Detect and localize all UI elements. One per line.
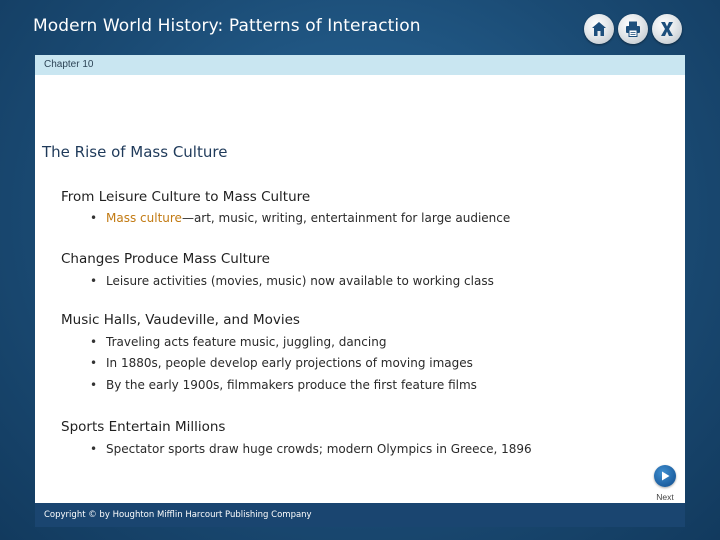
next-control [650,465,680,502]
bullet-item [90,356,473,370]
section-heading: Music Halls, Vaudeville, and Movies [61,312,300,328]
chapter-label: Chapter 10 [44,59,94,70]
close-button[interactable] [652,14,682,44]
next-button[interactable] [654,465,676,487]
slide-content [35,75,685,503]
next-label: Next [656,492,674,502]
bullet-item [90,335,386,349]
bullet-text: Traveling acts feature music, juggling, dancing [106,335,387,349]
bullet-item [90,442,532,456]
print-button[interactable] [618,14,648,44]
footer-bar [35,503,685,527]
bullet-text: In 1880s, people develop early projections of moving images [106,356,473,370]
toolbar [584,14,682,44]
close-icon [658,20,676,38]
key-term: Mass culture [106,211,182,225]
section-heading: Sports Entertain Millions [61,419,226,435]
bullet-icon: • [90,335,98,349]
section-heading: From Leisure Culture to Mass Culture [61,189,311,205]
bullet-icon: • [90,442,98,456]
bullet-icon: • [90,378,98,392]
home-button[interactable] [584,14,614,44]
bullet-text: —art, music, writing, entertainment for large audience [181,211,511,225]
bullet-item [90,211,510,225]
bullet-text: By the early 1900s, filmmakers produce the first feature films [106,378,477,392]
bullet-text: Leisure activities (movies, music) now available to working class [106,274,494,288]
bullet-item [90,274,494,288]
play-arrow-icon [659,470,671,482]
print-icon [624,20,642,38]
bullet-text: Spectator sports draw huge crowds; modern Olympics in Greece, 1896 [106,442,532,456]
bullet-icon: • [90,356,98,370]
section-heading: Changes Produce Mass Culture [61,251,270,267]
copyright-text: Copyright © by Houghton Mifflin Harcourt Publishing Company [44,510,312,520]
app-title: Modern World History: Patterns of Interaction [33,16,421,36]
bullet-icon: • [90,211,98,225]
bullet-icon: • [90,274,98,288]
bullet-item [90,378,477,392]
slide-title: The Rise of Mass Culture [42,143,228,161]
chapter-bar [35,55,685,75]
home-icon [590,20,608,38]
